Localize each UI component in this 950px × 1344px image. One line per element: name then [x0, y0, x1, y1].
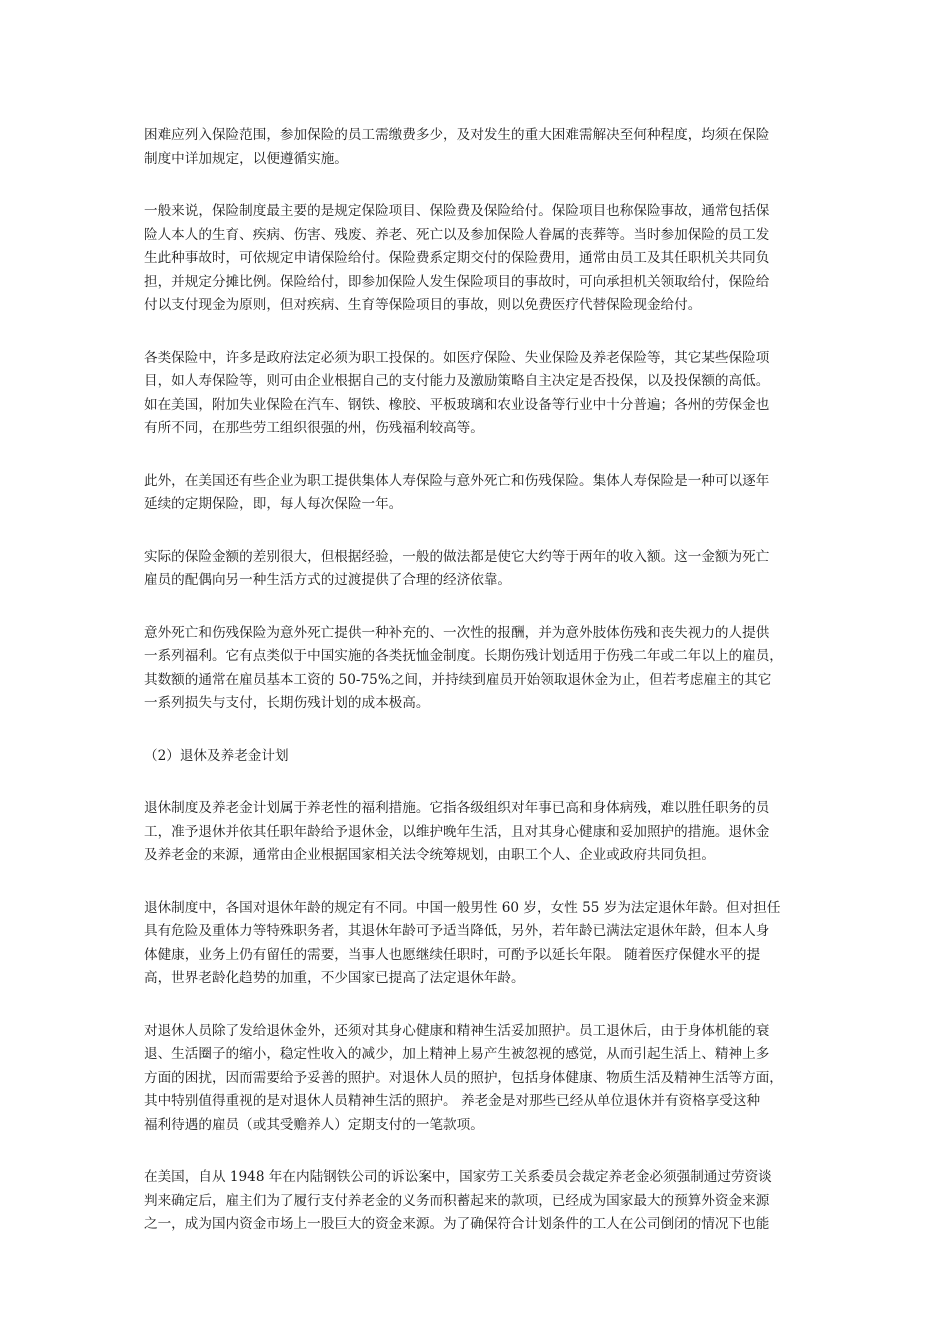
paragraph-line: 一系列福利。它有点类似于中国实施的各类抚恤金制度。长期伤残计划适用于伤残二年或二年以上的雇员， [144, 648, 783, 664]
paragraph-line: 其数额的通常在雇员基本工资的 50-75%之间，并持续到雇员开始领取退休金为止，但若考虑雇主的其它 [144, 671, 772, 688]
paragraph-line: 工，准予退休并依其任职年龄给予退休金，以维护晚年生活，且对其身心健康和妥加照护的措施。退休金 [144, 823, 770, 840]
paragraph-line: 付以支付现金为原则，但对疾病、生育等保险项目的事故，则以免费医疗代替保险现金给付。 [144, 297, 702, 313]
paragraph-9 [144, 1020, 806, 1138]
paragraph-line: 实际的保险金额的差别很大，但根据经验，一般的做法都是使它大约等于两年的收入额。这一金额为死亡 [144, 548, 770, 565]
paragraph-line: 一般来说，保险制度最主要的是规定保险项目、保险费及保险给付。保险项目也称保险事故，通常包括保 [144, 203, 770, 219]
paragraph-10 [144, 1166, 806, 1237]
paragraph-line: 退休制度及养老金计划属于养老性的福利措施。它指各级组织对年事已高和身体病残，难以胜任职务的员 [144, 800, 770, 816]
paragraph-7 [144, 797, 806, 868]
paragraph-line: 各类保险中，许多是政府法定必须为职工投保的。如医疗保险、失业保险及养老保险等，其它某些保险项 [144, 349, 770, 366]
paragraph-3 [144, 347, 806, 441]
paragraph-6 [144, 622, 806, 716]
paragraph-line: 退、生活圈子的缩小，稳定性收入的减少，加上精神上易产生被忽视的感觉，从而引起生活上、精神上多 [144, 1046, 770, 1062]
paragraph-4 [144, 470, 806, 517]
paragraph-line: 困难应列入保险范围，参加保险的员工需缴费多少，及对发生的重大困难需解决至何种程度，均须在保险 [144, 127, 770, 143]
paragraph-line: 延续的定期保险，即，每人每次保险一年。 [144, 496, 403, 512]
paragraph-1 [144, 124, 806, 171]
paragraph-line: 意外死亡和伤残保险为意外死亡提供一种补充的、一次性的报酬，并为意外肢体伤残和丧失视力的人提供 [144, 624, 770, 641]
paragraph-line: 退休制度中，各国对退休年龄的规定有不同。中国一般男性 60 岁，女性 55 岁为法定退休年龄。但对担任 [144, 899, 781, 916]
paragraph-line: 一系列损失与支付，长期伤残计划的成本极高。 [144, 695, 430, 711]
paragraph-line: 如在美国，附加失业保险在汽车、钢铁、橡胶、平板玻璃和农业设备等行业中十分普遍；各州的劳保金也 [144, 396, 770, 413]
paragraph-line: 此外，在美国还有些企业为职工提供集体人寿保险与意外死亡和伤残保险。集体人寿保险是一种可以逐年 [144, 472, 770, 489]
paragraph-line: 及养老金的来源，通常由企业根据国家相关法令统筹规划，由职工个人、企业或政府共同负担。 [144, 847, 715, 863]
paragraph-line: 具有危险及重体力等特殊职务者，其退休年龄可予适当降低，另外，若年龄已满法定退休年龄，但本人身 [144, 923, 770, 939]
paragraph-line: 高，世界老龄化趋势的加重，不少国家已提高了法定退休年龄。 [144, 970, 525, 986]
paragraph-line: 其中特别值得重视的是对退休人员精神生活的照护。 养老金是对那些已经从单位退休并有资格享受这种 [144, 1093, 761, 1109]
paragraph-line: 对退休人员除了发给退休金外，还须对其身心健康和精神生活妥加照护。员工退休后，由于身体机能的衰 [144, 1022, 770, 1039]
paragraph-5 [144, 546, 806, 593]
paragraph-8 [144, 897, 806, 991]
paragraph-line: 目，如人寿保险等，则可由企业根据自己的支付能力及激励策略自主决定是否投保，以及投保额的高低。 [144, 373, 770, 389]
paragraph-line: 制度中详加规定，以便遵循实施。 [144, 150, 348, 167]
paragraph-line: 险人本人的生育、疾病、伤害、残废、养老、死亡以及参加保险人眷属的丧葬等。当时参加保险的员工发 [144, 226, 770, 243]
paragraph-line: 有所不同，在那些劳工组织很强的州，伤残福利较高等。 [144, 420, 484, 436]
paragraph-line: 体健康，业务上仍有留任的需要，当事人也愿继续任职时，可酌予以延长年限。 随着医疗保健水平的提 [144, 946, 761, 963]
paragraph-2 [144, 200, 806, 318]
paragraph-line: 生此种事故时，可依规定申请保险给付。保险费系定期交付的保险费用，通常由员工及其任职机关共同负 [144, 250, 770, 266]
paragraph-line: 之一，成为国内资金市场上一股巨大的资金来源。为了确保符合计划条件的工人在公司倒闭的情况下也能 [144, 1216, 770, 1232]
document-page [144, 124, 806, 1266]
paragraph-line: 方面的困扰，因而需要给予妥善的照护。对退休人员的照护，包括身体健康、物质生活及精神生活等方面， [144, 1069, 783, 1086]
section-heading: （2）退休及养老金计划 [144, 747, 289, 764]
paragraph-line: 担，并规定分摊比例。保险给付，即参加保险人发生保险项目的事故时，可向承担机关领取给付，保险给 [144, 273, 770, 290]
paragraph-line: 判来确定后，雇主们为了履行支付养老金的义务而积蓄起来的款项，已经成为国家最大的预算外资金来源 [144, 1192, 770, 1209]
paragraph-line: 福利待遇的雇员（或其受赡养人）定期支付的一笔款项。 [144, 1116, 484, 1133]
paragraph-line: 在美国，自从 1948 年在内陆钢铁公司的诉讼案中，国家劳工关系委员会裁定养老金必须强制通过劳资谈 [144, 1169, 772, 1185]
paragraph-line: 雇员的配偶向另一种生活方式的过渡提供了合理的经济依靠。 [144, 572, 512, 588]
